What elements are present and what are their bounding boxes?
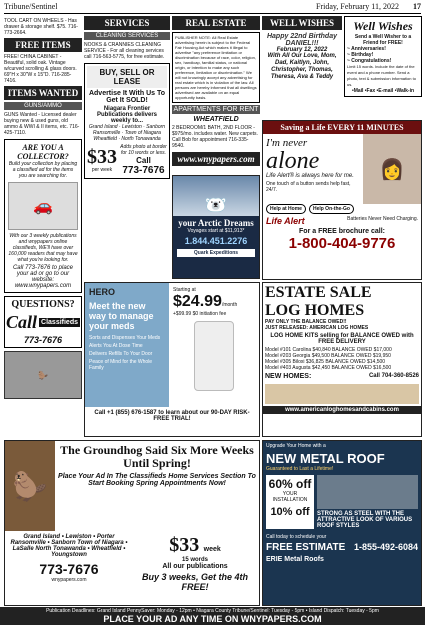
- services-heading: SERVICES: [84, 16, 170, 30]
- call-phone-2: 773-7676: [122, 165, 165, 176]
- wishes-logo: Well Wishes: [353, 19, 413, 33]
- help-on-go-badge: Help On-the-Go: [309, 204, 354, 214]
- roof-guarantee: Guaranteed to Last a Lifetime!: [266, 466, 334, 472]
- groundhog-mascot-image: 🦫: [4, 351, 82, 399]
- column-services: [84, 16, 170, 179]
- collector-text: Build your collection by placing a classified ad for the items you are searching for.: [8, 161, 78, 179]
- life-alert-tagline: Life Alert® is always here for me.: [266, 173, 354, 179]
- call-label: Call: [136, 156, 151, 165]
- cleaning-ad: NOOKS & CRANNIES CLEANING SERVICE - For all cleaning services call 716-563-5775, for free estimate.: [84, 42, 165, 60]
- website-banner[interactable]: www.wnypapers.com: [172, 152, 260, 166]
- groundhog-words: 15 words: [181, 557, 208, 563]
- one-touch-text: One touch of a button sends help fast, 24/7.: [266, 181, 351, 193]
- footer-deadlines: Publication Deadlines: Grand Island PennySaver: Monday - 12pm • Niagara County Tribune/Sentinel: Tuesday - 5pm • Island Dispatch: Tuesday - 5pm: [46, 608, 379, 614]
- hero-ad: [84, 282, 260, 437]
- per-week: per week: [91, 167, 113, 173]
- column-well-wishes: [262, 16, 422, 116]
- roof-phone: 1-855-492-6084: [353, 542, 418, 552]
- groundhog-all-pubs: All our publications: [162, 563, 228, 570]
- column-real-estate: [172, 16, 260, 166]
- woman-photo: 👩: [363, 134, 421, 204]
- log-homes-site[interactable]: www.americanloghomesandcabins.com: [263, 406, 421, 414]
- groundhog-site: wnypapers.com: [51, 577, 87, 583]
- questions-heading: QUESTIONS?: [11, 299, 75, 310]
- per-month: /month: [221, 302, 238, 308]
- niagara-delivers: Niagara Frontier Publications delivers weekly to...: [96, 106, 158, 124]
- birthdays: ~ Birthday!: [347, 52, 374, 58]
- page-header: [4, 2, 421, 14]
- wish-info: Limit 15 words. Include the date of the event and a phone number. Send a photo, text & submission information to us.: [347, 64, 416, 87]
- groundhog-ad: [4, 440, 260, 606]
- feature-4: Peace of Mind for the Whole Family: [89, 359, 153, 371]
- batteries-text: Batteries Never Need Charging.: [347, 216, 418, 222]
- groundhog-phone: 773-7676: [39, 561, 99, 577]
- birthday-line-3: With All Our Love, Mom, Dad, Kaitlyn, John, Christopher, Thomas, Theresa, Ava & Teddy: [267, 53, 337, 80]
- arctic-phone: 1.844.451.2276: [184, 236, 248, 246]
- roof-upgrade: Upgrade Your Home with a: [266, 443, 326, 449]
- congratulations: ~ Congratulations!: [347, 58, 392, 64]
- erie-logo: ERIE Metal Roofs: [266, 556, 324, 563]
- feature-2: Alerts You At Dose Time: [89, 343, 143, 349]
- footer-cta[interactable]: PLACE YOUR AD ANY TIME ON WNYPAPERS.COM: [103, 614, 322, 624]
- collector-box: [4, 139, 82, 293]
- model-1: Model #101 Carolina $40,840 BALANCE OWED $17,000: [265, 347, 392, 353]
- roof-call: Call today to schedule your: [266, 534, 327, 540]
- help-at-home-badge: Help at Home: [266, 204, 306, 214]
- issue-date: Friday, February 11, 2022: [316, 2, 399, 11]
- metal-roof-ad: [262, 440, 422, 606]
- roof-title: NEW METAL ROOF: [266, 451, 385, 466]
- guns-ammo-subheading: GUNS/AMMO: [4, 102, 82, 110]
- delivery-towns: Grand Island · Lewiston · Sanborn Ransomville · Town of Niagara Wheatfield · North Tonawanda: [88, 124, 166, 142]
- call-phone: 773-7676: [23, 335, 63, 345]
- arctic-ad: [172, 175, 260, 279]
- feature-1: Sorts and Dispenses Your Meds: [89, 335, 161, 341]
- apartments-heading: APARTMENTS FOR RENT: [173, 106, 259, 113]
- groundhog-week: week: [203, 546, 221, 553]
- brochure-text: For a FREE brochure call:: [299, 228, 385, 235]
- voyage-price: Voyages start at $11,913*: [187, 228, 245, 234]
- collector-car-image: 🚗: [8, 182, 78, 230]
- starting-at: Starting at: [173, 287, 196, 293]
- anniversaries: ~ Anniversaries!: [347, 46, 386, 52]
- roof-off-2: 10% off: [270, 506, 310, 518]
- buy-sell-lease: BUY, SELL OR LEASE: [87, 66, 167, 88]
- just-released: JUST RELEASED: AMERICAN LOG HOMES: [265, 325, 369, 331]
- china-cabinet-ad: FREE! CHINA CABINET - Beautiful, solid oak. Vintage w/curved scrolling & glass doors. 69"H x 30"W x 15"D. 716-285-7416.: [4, 54, 77, 84]
- advertise-headline: Advertise It With Us To Get It SOLD!: [88, 90, 166, 104]
- guns-wanted-ad: GUNS Wanted - Licensed dealer buying new & used guns, old ammo & WWI & II items, etc. 716-425-7110.: [4, 112, 80, 136]
- groundhog-towns: Grand Island • Lewiston • Porter Ransomville • Sanborn Town of Niagara • LaSalle North Tonawanda • Wheatfield • Youngstown: [10, 534, 128, 558]
- page-footer: [0, 607, 425, 625]
- weekly-readers-text: With our 3 weekly publications and wnypapers online classifieds, WE'll have over 160,000 readers that may have what you're looking for.: [8, 233, 78, 263]
- hero-device-image: [194, 321, 234, 391]
- collector-title: ARE YOU A COLLECTOR?: [17, 143, 69, 161]
- roof-off-1: 60% off: [268, 477, 312, 491]
- model-3: Model #305 Biloxi $36,825 BALANCE OWED $14,500: [265, 359, 386, 365]
- hero-price: $24.99: [173, 293, 222, 310]
- roof-off-1-sub: YOUR INSTALLATION: [272, 491, 308, 503]
- model-4: Model #403 Augusta $42,450 BALANCE OWED $16,500: [265, 365, 392, 371]
- arctic-title: your Arctic Dreams: [178, 218, 254, 228]
- life-alert-banner: Saving a Life EVERY 11 MINUTES: [263, 121, 421, 134]
- hero-logo: HERO: [89, 287, 116, 297]
- life-alert-logo: Life Alert: [266, 216, 305, 226]
- apartment-ad: 2 BEDROOM/1 BATH, 2ND FLOOR - $975/mo. includes water. New carpets. Call Bob for appointment 716-335-9540.: [172, 125, 258, 149]
- log-homes-title: LOG HOMES: [265, 302, 365, 319]
- call-word: Call: [6, 312, 38, 332]
- estate-sale-title: ESTATE SALE: [265, 284, 372, 301]
- new-homes-label: NEW HOMES:: [265, 373, 312, 380]
- feature-3: Delivers Refills To Your Door: [89, 351, 153, 357]
- tool-cart-ad: TOOL CART ON WHEELS - Has drawer & storage shelf. $75. 716-773-2664.: [4, 18, 78, 36]
- send-wish-box: [344, 16, 422, 97]
- roof-image: [317, 475, 418, 509]
- model-2: Model #203 Georgia $49,500 BALANCE OWED $19,950: [265, 353, 391, 359]
- birthday-line-1: Happy 22nd Birthday DANIEL!!!: [266, 33, 337, 47]
- log-cabin-image: [265, 384, 419, 404]
- kits-text: LOG HOME KITS selling for BALANCE OWED with FREE DELIVERY: [270, 333, 414, 345]
- groundhog-buy3: Buy 3 weeks, Get the 4th FREE!: [141, 572, 249, 592]
- birthday-line-2: February 12, 2022: [276, 47, 328, 53]
- polar-bear-image: 🐻‍❄️: [173, 176, 259, 216]
- classifieds-word: Classifieds: [41, 319, 78, 326]
- wheatfield-label: WHEATFIELD: [193, 116, 239, 123]
- log-homes-ad: [262, 282, 422, 437]
- log-homes-call: Call 704-360-8526: [368, 373, 419, 379]
- life-alert-ad: [262, 120, 422, 280]
- send-wish-text: Send a Well Wisher to a Friend for FREE!: [354, 34, 412, 46]
- hero-call-text: Call +1 (855) 676-1587 to learn about our 90-DAY RISK-FREE TRIAL!: [94, 410, 250, 422]
- quark-logo: Quark Expeditions: [177, 249, 255, 257]
- call-to-place-text: Call 773-7676 to place your ad or go to our website: www.wnypapers.com: [12, 265, 74, 289]
- price-33: $33: [87, 146, 117, 168]
- contact-methods: •Mail •Fax •E-mail •Walk-in: [351, 88, 415, 94]
- pay-only-text: PAY ONLY THE BALANCE OWED!!: [265, 319, 347, 325]
- roof-free-estimate: FREE ESTIMATE: [266, 542, 346, 553]
- advertise-box: [84, 63, 170, 179]
- cleaning-subheading: CLEANING SERVICES: [84, 32, 170, 40]
- never-text: I'm never: [266, 137, 308, 149]
- groundhog-price: $33: [169, 534, 200, 556]
- page-number: 17: [413, 2, 421, 11]
- questions-call-box: [4, 296, 82, 348]
- groundhog-sub: Place Your Ad In The Classifieds Home Services Section To Start Booking Spring Appointments Now!: [58, 473, 256, 487]
- real-estate-heading: REAL ESTATE: [172, 16, 260, 30]
- life-alert-phone: 1-800-404-9776: [288, 235, 396, 252]
- hero-headline: Meet the new way to manage your meds: [89, 301, 154, 331]
- publisher-note: PUBLISHER NOTE: All Real Estate advertising herein is subject to the Federal Fair Housing Act which makes it illegal to advertise "any preference limitation or discrimination because of race, color, religion, sex, handicap, familial status, or national origin, or intention to make any such preference, limitation or discrimination." We will not knowingly accept any advertising for real estate which is in violation of the law. All persons are hereby informed that all dwellings advertised are available on an equal opportunity basis.: [172, 32, 260, 103]
- initiation-fee: +$99.99 $0 initiation fee: [173, 311, 227, 317]
- adds-photo-note: Adds photo at border for 10 words or less.: [120, 144, 167, 156]
- well-wishes-heading: WELL WISHES: [262, 16, 342, 30]
- groundhog-image: 🦫: [5, 441, 55, 531]
- items-wanted-heading: ITEMS WANTED: [4, 86, 82, 100]
- groundhog-title: The Groundhog Said Six More Weeks Until Spring!: [60, 443, 254, 470]
- roof-strong: STRONG AS STEEL WITH THE ATTRACTIVE LOOK OF VARIOUS ROOF STYLES: [317, 511, 413, 529]
- free-items-heading: FREE ITEMS: [4, 38, 82, 52]
- paper-name: Tribune/Sentinel: [4, 2, 58, 11]
- column-classifieds-1: [4, 16, 82, 399]
- alone-text: alone: [266, 148, 320, 174]
